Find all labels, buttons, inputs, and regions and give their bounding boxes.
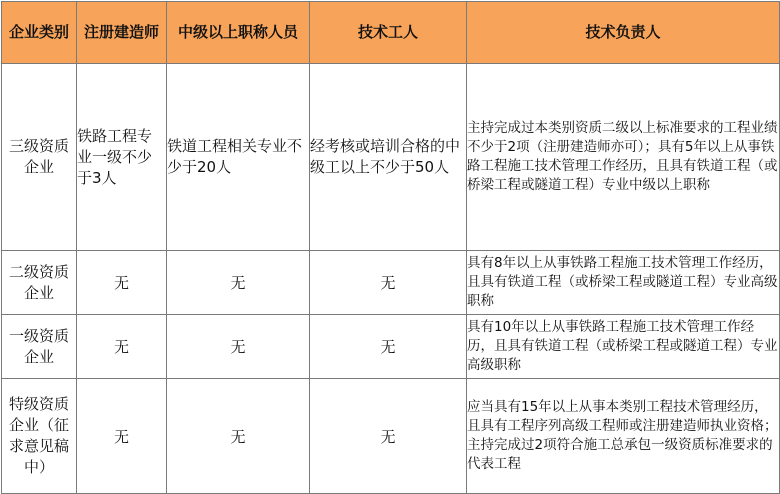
skilled-workers-cell: 无 (310, 315, 467, 379)
table-row (2, 251, 780, 315)
table-row (2, 379, 780, 494)
mid-title-staff-cell: 无 (167, 251, 310, 315)
technical-lead-cell: 具有8年以上从事铁路工程施工技术管理工作经历，且具有铁道工程（或桥梁工程或隧道工程）专业高级职称 (467, 251, 780, 315)
mid-title-staff-cell: 铁道工程相关专业不少于20人 (167, 64, 310, 251)
category-cell: 一级资质企业 (2, 315, 77, 379)
skilled-workers-cell: 经考核或培训合格的中级工以上不少于50人 (310, 64, 467, 251)
skilled-workers-cell: 无 (310, 251, 467, 315)
registered-builder-cell: 无 (77, 379, 167, 494)
header-skilled-workers: 技术工人 (310, 2, 467, 64)
mid-title-staff-cell: 无 (167, 379, 310, 494)
header-technical-lead: 技术负责人 (467, 2, 780, 64)
table-row (2, 64, 780, 251)
category-cell: 二级资质企业 (2, 251, 77, 315)
mid-title-staff-cell: 无 (167, 315, 310, 379)
qualification-table (1, 1, 780, 494)
header-registered-builder: 注册建造师 (77, 2, 167, 64)
table-row (2, 315, 780, 379)
registered-builder-cell: 无 (77, 315, 167, 379)
skilled-workers-cell: 无 (310, 379, 467, 494)
header-category: 企业类别 (2, 2, 77, 64)
header-mid-title-staff: 中级以上职称人员 (167, 2, 310, 64)
header-row (2, 2, 780, 64)
technical-lead-cell: 主持完成过本类别资质二级以上标准要求的工程业绩不少于2项（注册建造师亦可）；具有5年以上从事铁路工程施工技术管理工作经历，且具有铁道工程（或桥梁工程或隧道工程）专业中级以上职称 (467, 64, 780, 251)
technical-lead-cell: 应当具有15年以上从事本类别工程技术管理经历，且具有工程序列高级工程师或注册建造师执业资格；主持完成过2项符合施工总承包一级资质标准要求的代表工程 (467, 379, 780, 494)
technical-lead-cell: 具有10年以上从事铁路工程施工技术管理工作经历，且具有铁道工程（或桥梁工程或隧道工程）专业高级职称 (467, 315, 780, 379)
registered-builder-cell: 铁路工程专业一级不少于3人 (77, 64, 167, 251)
registered-builder-cell: 无 (77, 251, 167, 315)
category-cell: 特级资质企业（征求意见稿中） (2, 379, 77, 494)
category-cell: 三级资质企业 (2, 64, 77, 251)
